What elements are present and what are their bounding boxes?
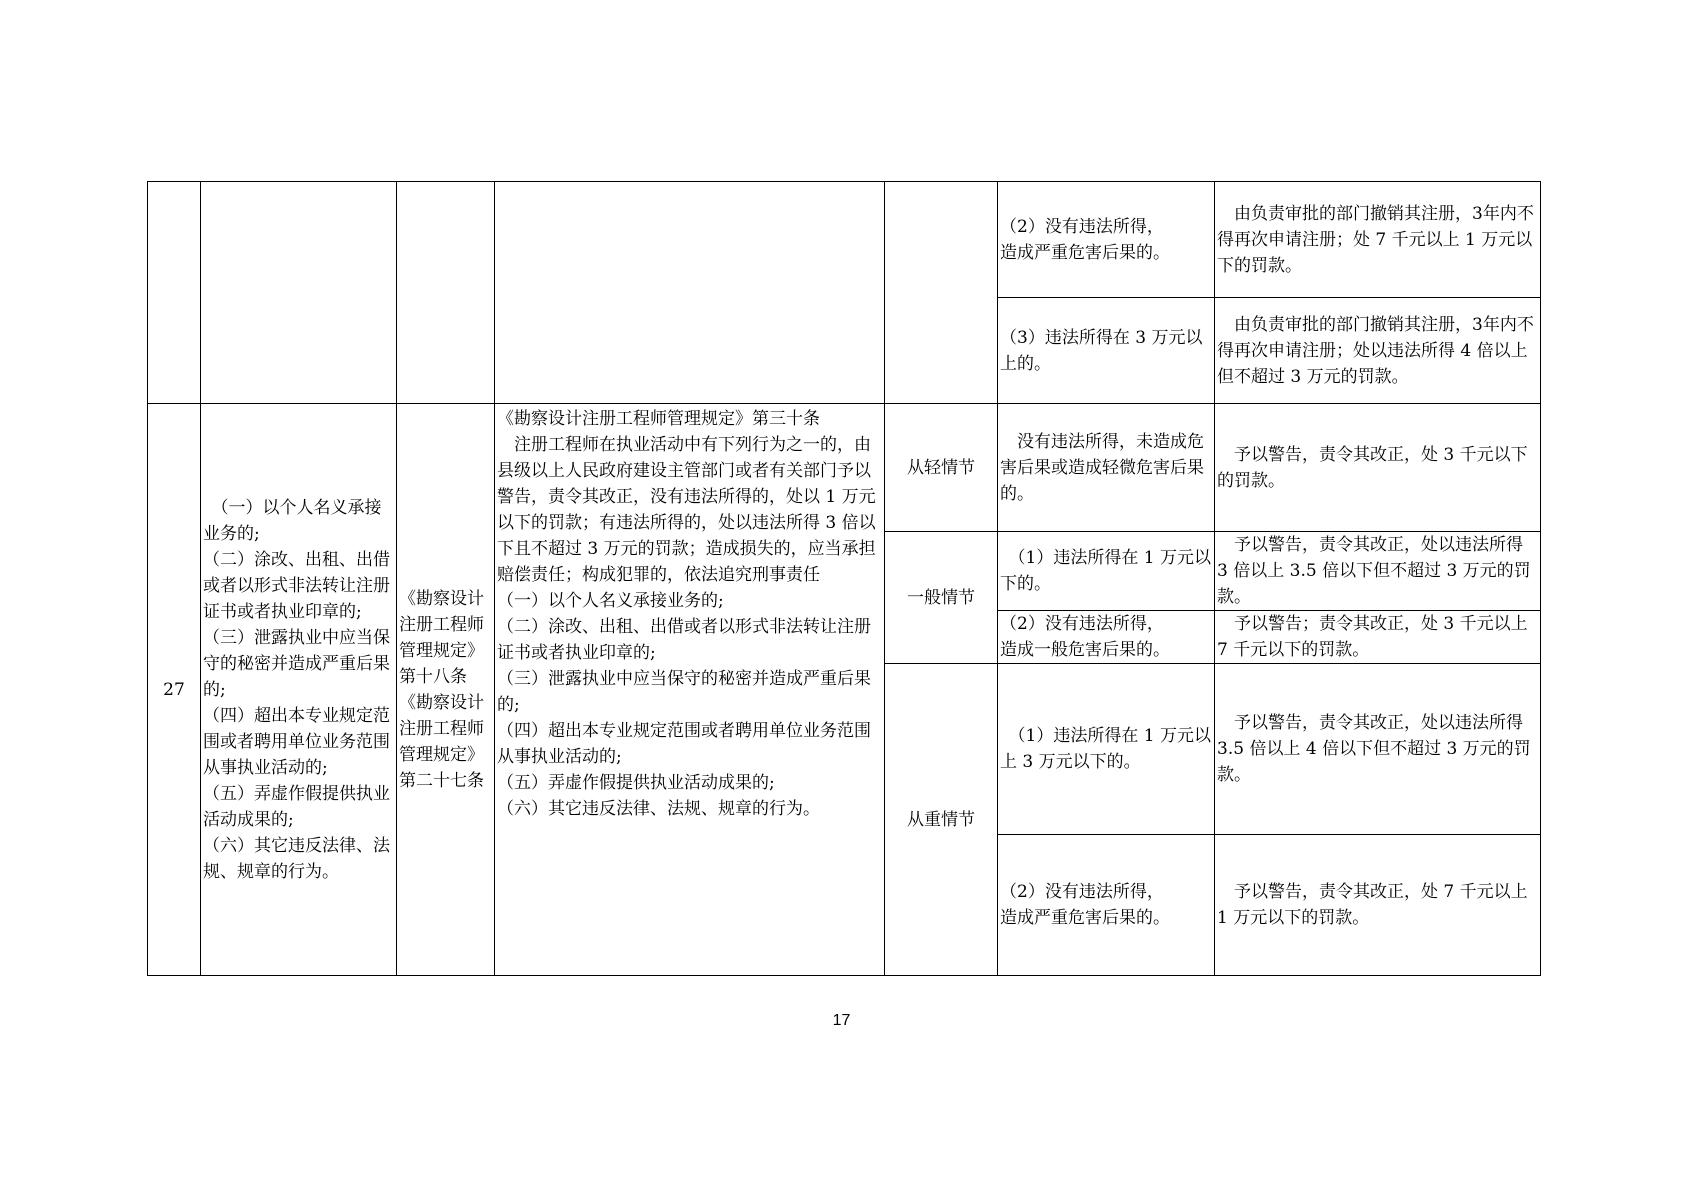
- penalty-basis: 《勘察设计注册工程师管理规定》第三十条 注册工程师在执业活动中有下列行为之一的，由县级以上人民政府建设主管部门或者有关部门予以警告，责令其改正，没有违法所得的，处以 1 万元以下的罚款；有违法所得的，处以违法所得 3 倍以下且不超过 3 万元的罚款；造成损失的，应当承担赔偿责任；构成犯罪的，依法追究刑事责任 （一）以个人名义承接业务的; （二）涂改、出租、出借或者以形式非法转让注册证书或者执业印章的; （三）泄露执业中应当保守的秘密并造成严重后果的; （四）超出本专业规定范围或者聘用单位业务范围从事执业活动的; （五）弄虚作假提供执业活动成果的; （六）其它违反法律、法规、规章的行为。: [495, 404, 885, 976]
- empty-cell: [148, 182, 201, 404]
- empty-cell: [397, 182, 495, 404]
- level-label-general: 一般情节: [885, 532, 998, 664]
- empty-cell: [201, 182, 397, 404]
- violation-description: （一）以个人名义承接业务的; （二）涂改、出租、出借或者以形式非法转让注册证书或者执业印章的; （三）泄露执业中应当保守的秘密并造成严重后果的; （四）超出本专业规定范围或者聘用单位业务范围从事执业活动的; （五）弄虚作假提供执业活动成果的; （六）其它违反法律、法规、规章的行为。: [201, 404, 397, 976]
- empty-cell: [885, 182, 998, 404]
- penalty-cell: 由负责审批的部门撤销其注册，3年内不得再次申请注册；处 7 千元以上 1 万元以下的罚款。: [1215, 182, 1541, 298]
- condition-cell: （2）没有违法所得， 造成严重危害后果的。: [998, 182, 1215, 298]
- table-row: [148, 404, 1541, 532]
- table-row: [148, 182, 1541, 298]
- condition-cell: 没有违法所得，未造成危害后果或造成轻微危害后果的。: [998, 404, 1215, 532]
- penalty-cell: 予以警告，责令其改正，处 7 千元以上 1 万元以下的罚款。: [1215, 835, 1541, 976]
- legal-basis: 《勘察设计注册工程师管理规定》第十八条 《勘察设计注册工程师管理规定》第二十七条: [397, 404, 495, 976]
- level-label-mild: 从轻情节: [885, 404, 998, 532]
- penalty-cell: 由负责审批的部门撤销其注册，3年内不得再次申请注册；处以违法所得 4 倍以上但不超过 3 万元的罚款。: [1215, 298, 1541, 404]
- penalty-cell: 予以警告；责令其改正，处 3 千元以上 7 千元以下的罚款。: [1215, 611, 1541, 664]
- condition-cell: （3）违法所得在 3 万元以上的。: [998, 298, 1215, 404]
- condition-cell: （2）没有违法所得， 造成严重危害后果的。: [998, 835, 1215, 976]
- condition-cell: （1）违法所得在 1 万元以上 3 万元以下的。: [998, 664, 1215, 835]
- penalty-cell: 予以警告，责令其改正，处 3 千元以下的罚款。: [1215, 404, 1541, 532]
- penalty-standards-table: [147, 181, 1541, 976]
- condition-cell: （2）没有违法所得， 造成一般危害后果的。: [998, 611, 1215, 664]
- empty-cell: [495, 182, 885, 404]
- condition-cell: （1）违法所得在 1 万元以下的。: [998, 532, 1215, 611]
- page-number: 17: [832, 1012, 851, 1029]
- penalty-cell: 予以警告，责令其改正，处以违法所得 3.5 倍以上 4 倍以下但不超过 3 万元的罚款。: [1215, 664, 1541, 835]
- item-number: 27: [148, 404, 201, 976]
- level-label-severe: 从重情节: [885, 664, 998, 976]
- penalty-cell: 予以警告，责令其改正，处以违法所得 3 倍以上 3.5 倍以下但不超过 3 万元的罚款。: [1215, 532, 1541, 611]
